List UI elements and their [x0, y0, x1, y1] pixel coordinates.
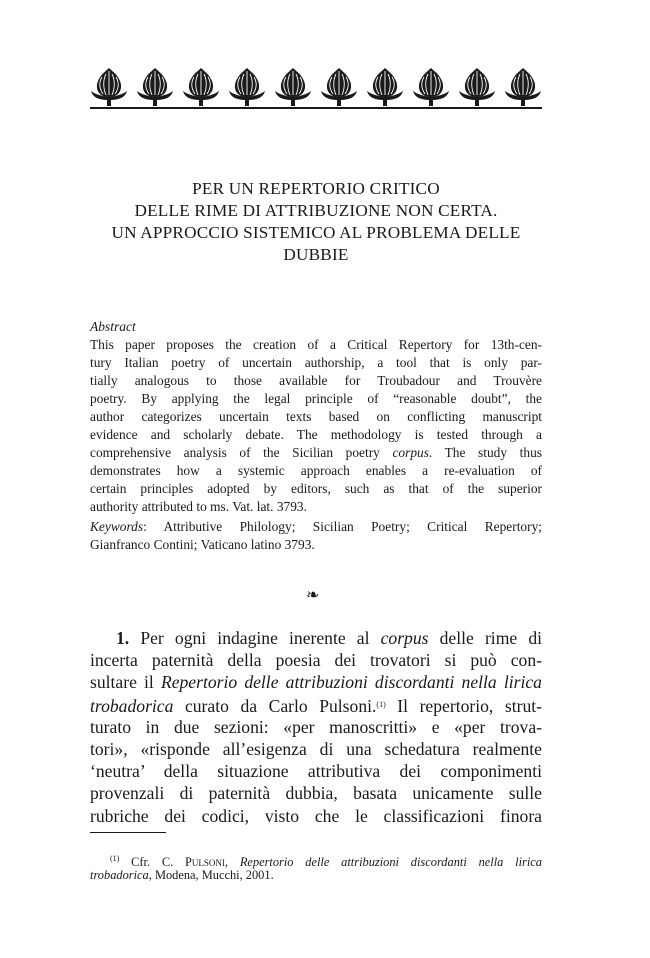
footnote-marker: (1)	[110, 854, 120, 863]
header-rule	[90, 107, 542, 109]
title-line: DUBBIE	[283, 245, 349, 264]
abstract-line: This paper proposes the creation of a Critical Repertory for 13th-cen-	[90, 337, 542, 352]
lotus-ornament-icon	[458, 66, 496, 106]
abstract-line: tury Italian poetry of uncertain authorship, a tool that is only par-	[90, 355, 542, 370]
body-text-segment: curato da Carlo Pulsoni.	[173, 695, 377, 716]
body-line: rubriche dei codici, visto che le classificazioni finora	[90, 805, 542, 826]
footnote-text-segment: Cfr. C.	[119, 855, 186, 869]
abstract-line: evidence and scholarly debate. The methodology is tested through a	[90, 427, 542, 442]
keywords	[90, 518, 542, 554]
italic-title: trobadorica	[90, 695, 174, 716]
abstract-text-segment: comprehensive analysis of the Sicilian poetry	[90, 445, 393, 460]
abstract-line: author categorizes uncertain texts based on conflicting manuscript	[90, 409, 542, 424]
keywords-text: : Attributive Philology; Sicilian Poetry; Critical Repertory;	[143, 519, 542, 534]
keywords-line: Gianfranco Contini; Vaticano latino 3793.	[90, 537, 315, 552]
footnote-line	[90, 867, 542, 884]
lotus-ornament-icon	[136, 66, 174, 106]
footnote-title: Repertorio delle attribuzioni discordanti nella lirica	[239, 855, 542, 869]
lotus-ornament-icon	[274, 66, 312, 106]
abstract-text-segment: . The study thus	[428, 445, 542, 460]
abstract-line: demonstrates how a systemic approach enables a re-evaluation of	[90, 463, 542, 478]
abstract-line: poetry. By applying the legal principle of “reasonable doubt”, the	[90, 391, 542, 406]
footnote-reference[interactable]: (1)	[376, 699, 386, 709]
article-title	[80, 178, 552, 266]
lotus-ornament-icon	[320, 66, 358, 106]
body-line	[90, 627, 542, 649]
body-text-segment: Per ogni indagine inerente al	[129, 628, 381, 648]
body-line	[90, 671, 542, 693]
lotus-ornament-icon	[412, 66, 450, 106]
abstract-heading: Abstract	[90, 319, 136, 334]
abstract-line: certain principles adopted by editors, such as that of the superior	[90, 481, 542, 496]
body-text-segment: sultare il	[90, 672, 161, 693]
title-line: PER UN REPERTORIO CRITICO	[192, 179, 440, 198]
footnote-author: Pulsoni	[185, 855, 225, 869]
header-ornament-band	[90, 62, 542, 106]
lotus-ornament-icon	[366, 66, 404, 106]
body-text-segment: Il repertorio, strut-	[385, 695, 542, 716]
lotus-ornament-icon	[504, 66, 542, 106]
italic-term: corpus	[392, 445, 429, 460]
keywords-line	[90, 518, 542, 536]
footnote-line	[90, 850, 542, 867]
fleuron-icon: ❧	[306, 585, 320, 604]
title-line: DELLE RIME DI ATTRIBUZIONE NON CERTA.	[134, 201, 498, 220]
abstract-line: tially analogous to those available for Troubadour and Trouvère	[90, 373, 542, 388]
footnote	[90, 850, 542, 884]
body-paragraph	[90, 627, 542, 827]
footnote-text-segment: , Modena, Mucchi, 2001.	[148, 868, 274, 882]
body-line: incerta paternità della poesia dei trovatori si può con-	[90, 650, 542, 671]
body-line: ‘neutra’ della situazione attributiva dei componimenti	[90, 761, 542, 782]
abstract-text	[90, 336, 542, 516]
section-number: 1.	[116, 628, 130, 648]
footnote-text-segment: ,	[224, 855, 240, 869]
abstract-line: authority attributed to ms. Vat. lat. 3793.	[90, 499, 307, 514]
lotus-ornament-icon	[228, 66, 266, 106]
title-line: UN APPROCCIO SISTEMICO AL PROBLEMA DELLE	[111, 223, 521, 242]
footnote-title: trobadorica	[90, 868, 149, 882]
lotus-ornament-icon	[90, 66, 128, 106]
italic-title: Repertorio delle attribuzioni discordanti nella lirica	[160, 672, 542, 693]
body-line: provenzali di paternità dubbia, basata unicamente sulle	[90, 783, 542, 804]
abstract-line	[90, 444, 542, 462]
body-line: tori», «risponde all’esigenza di una schedatura realmente	[90, 738, 542, 759]
body-line	[90, 694, 542, 716]
keywords-label: Keywords	[90, 519, 144, 534]
italic-term: corpus	[380, 628, 429, 648]
footnote-rule	[90, 832, 166, 833]
body-text-segment: delle rime di	[428, 628, 542, 648]
body-line: turato in due sezioni: «per manoscritti» e «per trova-	[90, 716, 542, 737]
lotus-ornament-icon	[182, 66, 220, 106]
